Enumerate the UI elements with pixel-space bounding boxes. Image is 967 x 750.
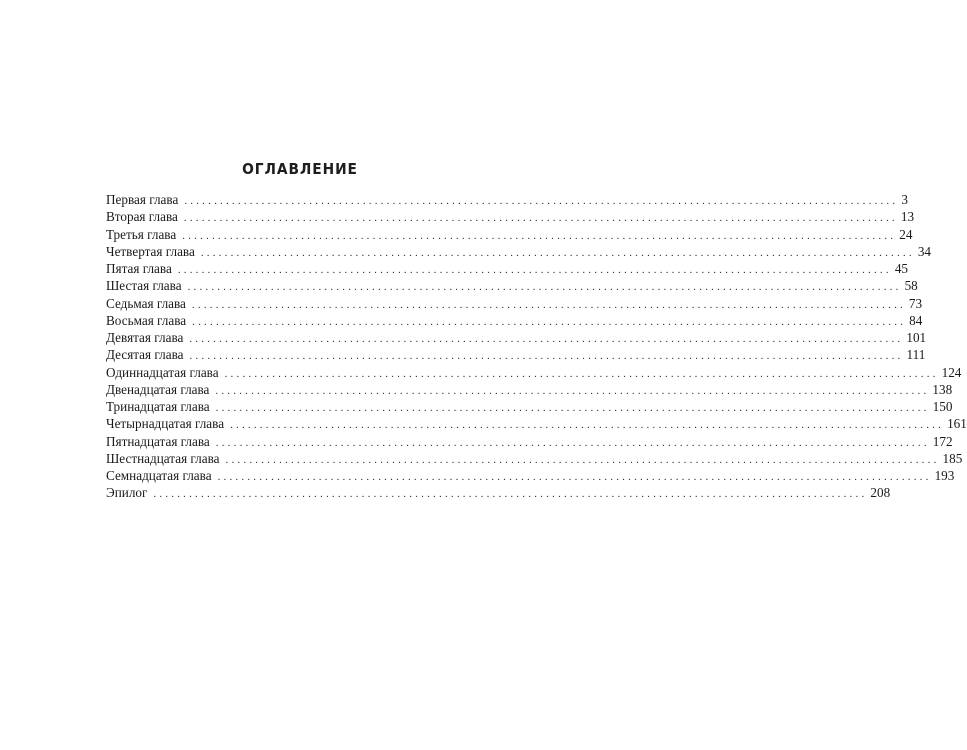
toc-leader-dots: ........................................................................................................................ [215,436,930,449]
toc-entry-label: Седьмая глава [106,295,186,311]
toc-heading: ОГЛАВЛЕНИЕ [242,160,358,178]
toc-entry-page: 185 [942,450,963,466]
toc-entry-label: Восьмая глава [106,312,187,328]
toc-entry-label: Пятнадцатая глава [106,433,210,449]
toc-list [106,191,967,502]
toc-entry-page: 111 [906,347,926,363]
toc-entry-label: Первая глава [106,192,179,207]
toc-leader-dots: ........................................................................................................................ [189,350,904,363]
toc-leader-dots: ........................................................................................................................ [215,402,930,414]
toc-leader-dots: ........................................................................................................................ [200,246,915,259]
toc-entry-page: 138 [932,381,953,397]
toc-entry [106,381,953,398]
toc-entry-label: Пятая глава [106,261,172,276]
toc-entry-label: Третья глава [106,226,177,242]
toc-leader-dots: ........................................................................................................................ [191,298,906,311]
toc-entry [106,346,926,363]
toc-entry-label: Одиннадцатая глава [106,364,219,380]
toc-entry-page: 124 [941,364,962,380]
toc-entry-page: 34 [917,243,932,259]
toc-entry-page: 161 [947,416,967,432]
toc-entry [106,364,962,381]
toc-entry-page: 208 [870,485,891,501]
toc-entry-page: 193 [934,468,955,483]
toc-leader-dots: ........................................................................................................................ [153,488,868,501]
toc-entry [106,433,953,450]
toc-entry [106,208,915,225]
toc-entry-page: 172 [932,433,953,449]
toc-leader-dots: ........................................................................................................................ [184,195,899,207]
toc-entry-page: 58 [904,278,918,294]
toc-leader-dots: ........................................................................................................................ [183,212,898,225]
toc-entry-label: Девятая глава [106,330,184,345]
toc-entry-label: Четырнадцатая глава [106,416,225,432]
toc-entry [106,243,932,260]
toc-entry [106,191,908,208]
toc-entry-label: Шестнадцатая глава [106,450,220,466]
toc-entry [106,398,953,415]
toc-entry-page: 101 [906,330,927,345]
toc-entry-label: Четвертая глава [106,243,195,259]
toc-leader-dots: ........................................................................................................................ [189,333,904,345]
toc-leader-dots: ........................................................................................................................ [230,419,945,432]
toc-leader-dots: ........................................................................................................................ [177,264,892,276]
toc-entry-label: Двенадцатая глава [106,381,210,397]
toc-entry-page: 24 [899,226,913,242]
toc-leader-dots: ........................................................................................................................ [215,384,930,397]
toc-entry [106,329,927,346]
toc-entry-label: Шестая глава [106,278,182,294]
toc-leader-dots: ........................................................................................................................ [187,281,902,294]
toc-entry [106,450,963,467]
toc-entry [106,226,913,243]
toc-entry-page: 13 [900,209,915,225]
toc-entry-label: Тринадцатая глава [106,399,210,414]
toc-entry [106,277,918,294]
toc-entry-page: 73 [908,295,923,311]
toc-leader-dots: ........................................................................................................................ [224,367,939,380]
toc-entry [106,484,891,501]
toc-entry-page: 45 [894,261,908,276]
toc-entry [106,295,923,312]
toc-leader-dots: ........................................................................................................................ [192,315,907,328]
toc-entry-label: Эпилог [106,485,148,501]
toc-entry [106,467,955,484]
toc-entry-label: Вторая глава [106,209,178,225]
toc-entry-page: 84 [909,312,923,328]
toc-leader-dots: ........................................................................................................................ [182,229,897,242]
toc-entry-label: Десятая глава [106,347,184,363]
toc-entry [106,260,908,277]
toc-entry [106,312,923,329]
toc-entry-page: 3 [901,192,908,207]
toc-entry [106,415,967,432]
toc-leader-dots: ........................................................................................................................ [225,453,940,466]
toc-leader-dots: ........................................................................................................................ [217,471,932,483]
toc-entry-page: 150 [932,399,953,414]
toc-entry-label: Семнадцатая глава [106,468,212,483]
